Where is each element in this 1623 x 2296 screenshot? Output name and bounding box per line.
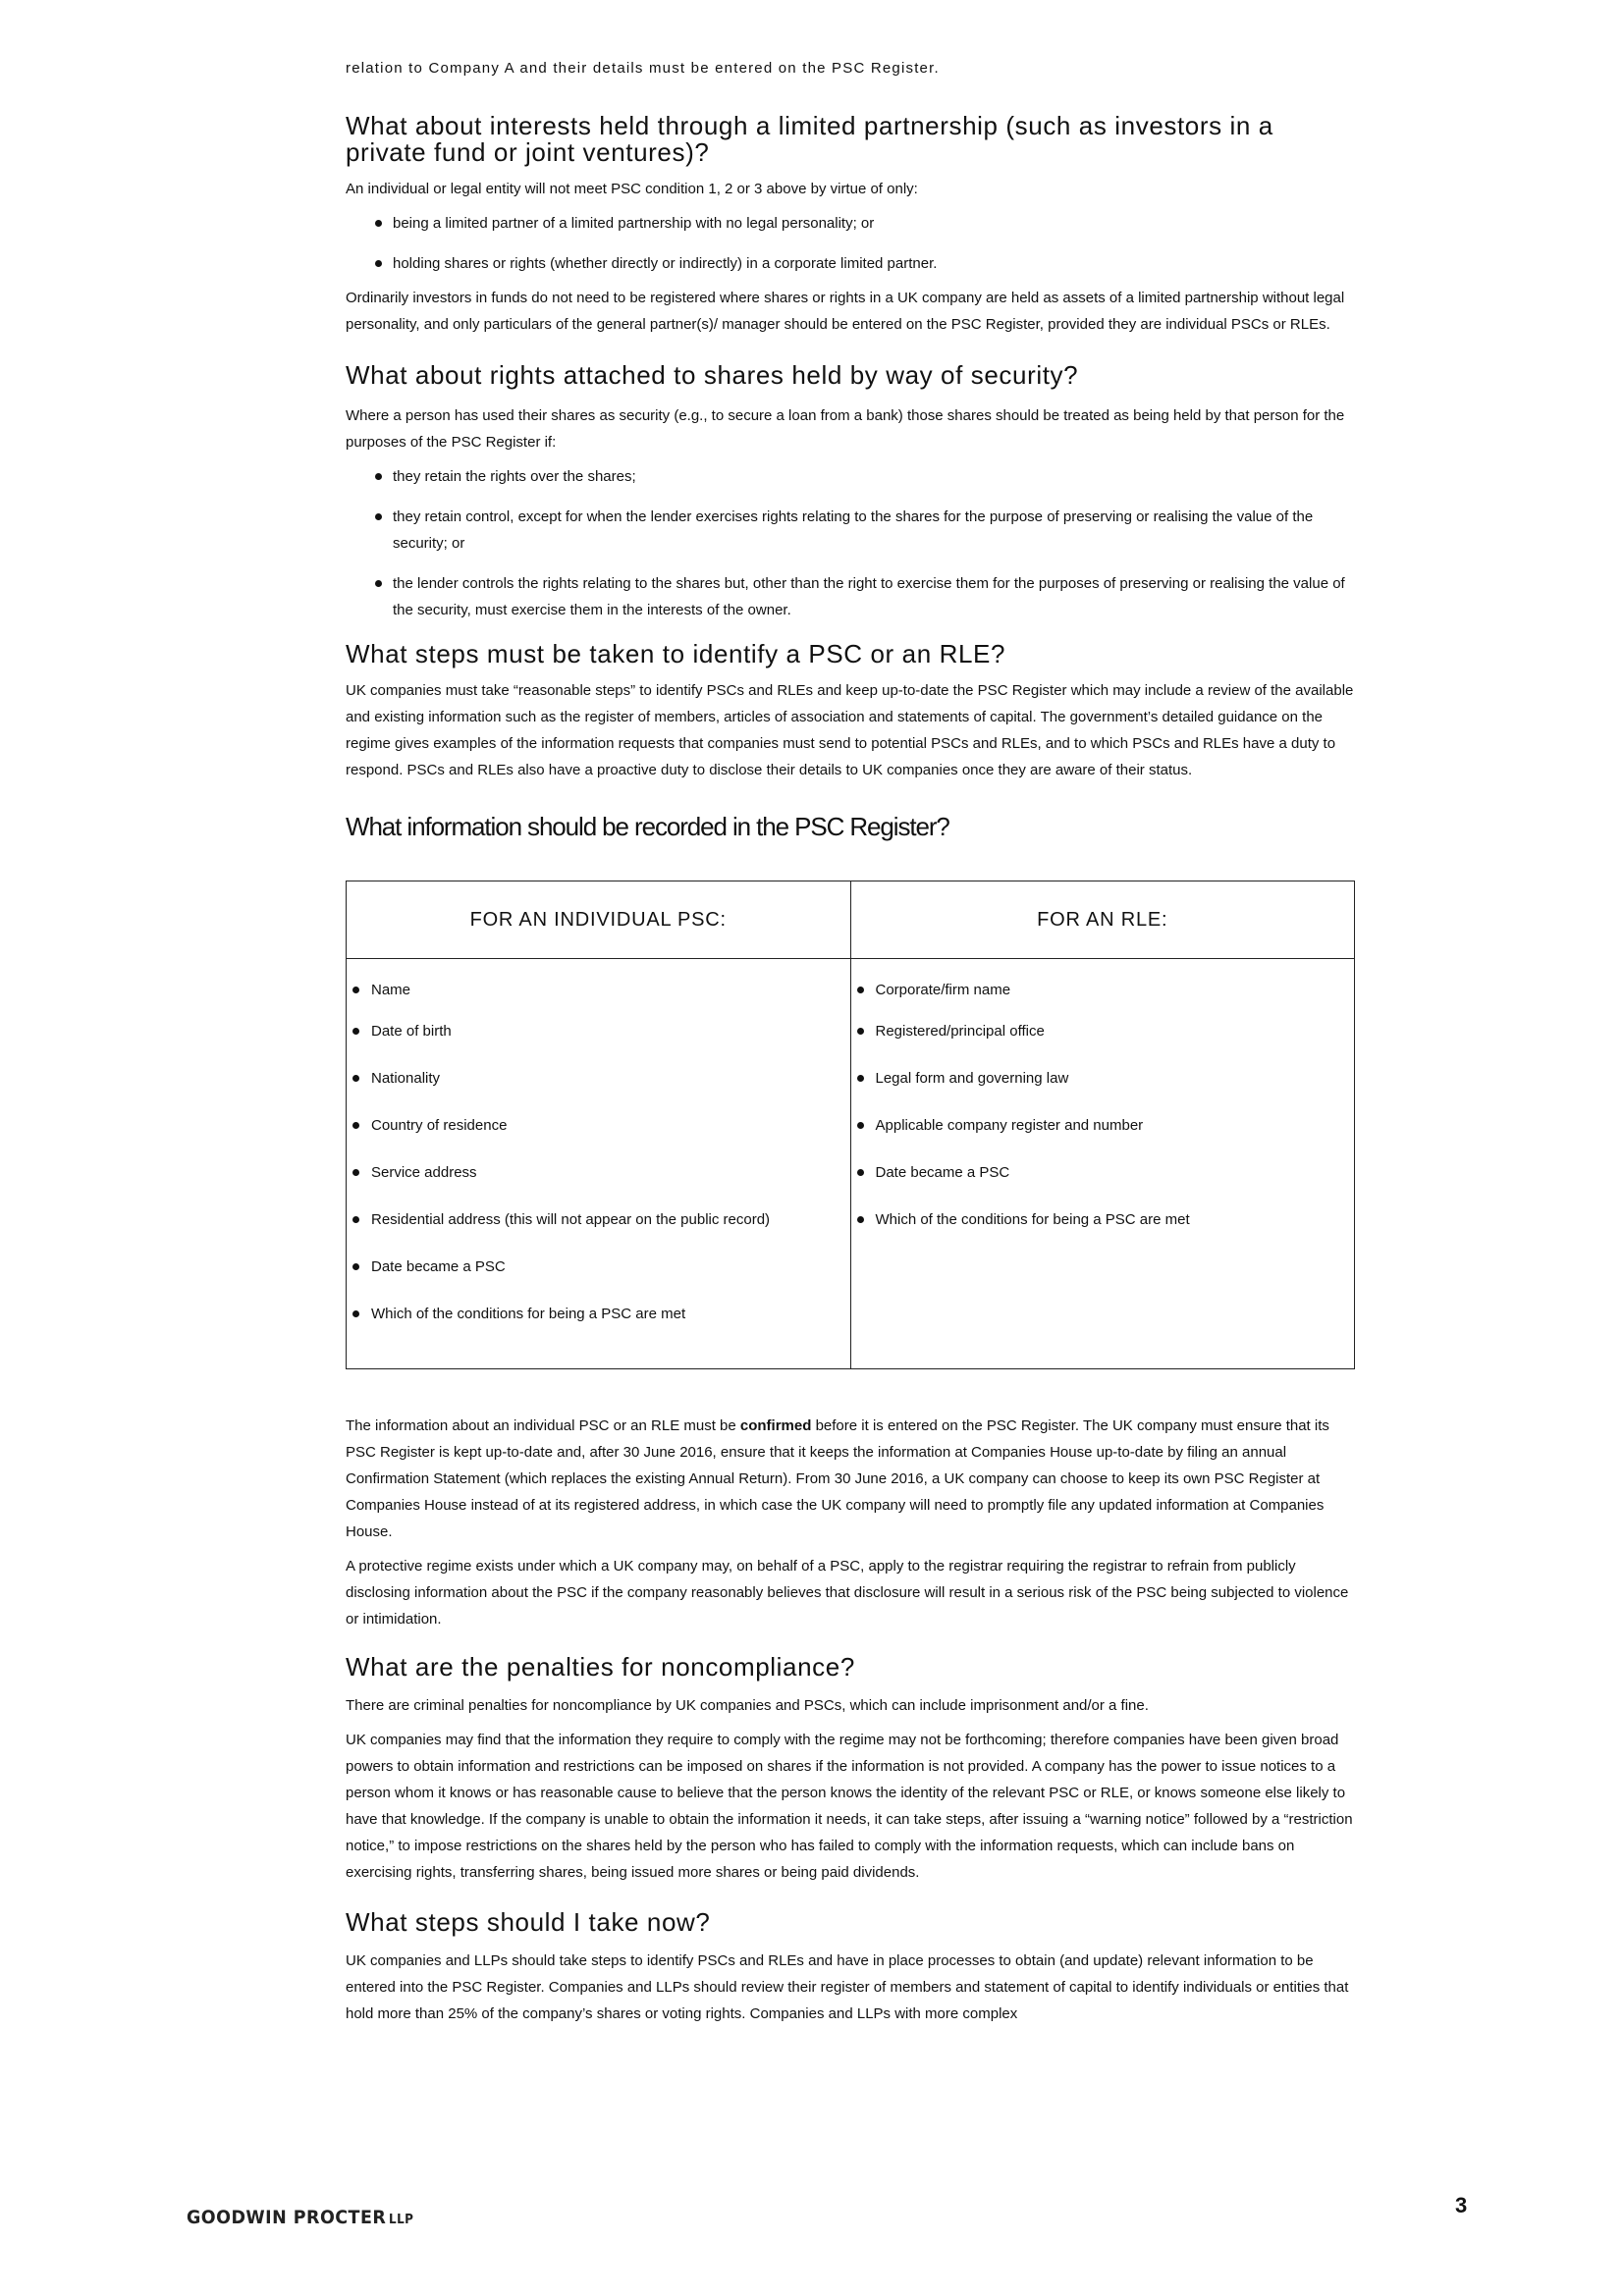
next-steps-paragraph: UK companies and LLPs should take steps to identify PSCs and RLEs and have in place processes to obtain (and update) relevant information to be entered into the PSC Register. Companies and LLPs should review their register of members and statement of capital to identify individuals or entities that hold more than 25% of the company’s shares or voting rights. Companies and LLPs with more complex	[346, 1952, 1349, 2022]
info-paragraph-1	[346, 1413, 1355, 1545]
info-paragraph-2: A protective regime exists under which a UK company may, on behalf of a PSC, apply to the registrar requiring the registrar to refrain from publicly disclosing information about the PSC if the company reasonably believes that disclosure will result in a serious risk of the PSC being subjected to violence or intimidation.	[346, 1558, 1349, 1628]
penalties-paragraph-2: UK companies may find that the information they require to comply with the regime may not be forthcoming; therefore companies have been given broad powers to obtain information and restrictions can be imposed on shares if the information is not provided. A company has the power to issue notices to a person whom it knows or has reasonable cause to believe that the person knows the identity of the relevant PSC or RLE, or knows someone else likely to have that knowledge. If the company is unable to obtain the information it needs, it can take steps, after issuing a “warning notice” followed by a “restriction notice,” to impose restrictions on the shares held by the person who has failed to comply with the information requests, which can include bans on exercising rights, transferring shares, being issued more shares or being paid dividends.	[346, 1732, 1353, 1881]
info-paragraph-1-start: The information about an individual PSC or an RLE must be	[346, 1417, 740, 1434]
document-body	[346, 55, 1355, 2027]
list-item: Corporate/firm name	[851, 981, 1355, 1000]
list-item: Which of the conditions for being a PSC are met	[851, 1210, 1355, 1230]
firm-suffix: LLP	[389, 2213, 414, 2227]
lp-paragraph: Ordinarily investors in funds do not need to be registered where shares or rights in a UK company are held as assets of a limited partnership without legal personality, and only particulars of the general partner(s)/ manager should be entered on the PSC Register, provided they are individual PSCs or RLEs.	[346, 290, 1345, 333]
lp-intro: An individual or legal entity will not meet PSC condition 1, 2 or 3 above by virtue of only:	[346, 181, 918, 197]
table-header-rle: FOR AN RLE:	[850, 881, 1355, 959]
heading-information: What information should be recorded in the PSC Register?	[346, 812, 949, 841]
list-item: they retain the rights over the shares;	[346, 463, 1355, 490]
lp-bullet-list	[346, 210, 1355, 277]
list-item: Name	[347, 981, 850, 1000]
penalties-paragraph-1: There are criminal penalties for noncompliance by UK companies and PSCs, which can include imprisonment and/or a fine.	[346, 1697, 1149, 1714]
rle-cell	[850, 959, 1355, 1369]
list-item: Legal form and governing law	[851, 1069, 1355, 1089]
table-header-individual: FOR AN INDIVIDUAL PSC:	[347, 881, 851, 959]
heading-steps-identify: What steps must be taken to identify a PSC or an RLE?	[346, 639, 1006, 668]
psc-register-table	[346, 881, 1355, 1369]
list-item: Residential address (this will not appear on the public record)	[347, 1210, 850, 1230]
list-item: the lender controls the rights relating to the shares but, other than the right to exercise them for the purposes of preserving or realising the value of the security, must exercise them in the interests of the owner.	[346, 570, 1355, 623]
firm-name: GOODWIN PROCTER	[187, 2207, 387, 2228]
list-item: Applicable company register and number	[851, 1116, 1355, 1136]
list-item: they retain control, except for when the lender exercises rights relating to the shares for the purpose of preserving or realising the value of the security; or	[346, 504, 1355, 557]
list-item: Country of residence	[347, 1116, 850, 1136]
list-item: being a limited partner of a limited partnership with no legal personality; or	[346, 210, 1355, 237]
intro-fragment: relation to Company A and their details must be entered on the PSC Register.	[346, 60, 940, 77]
table-header-row	[347, 881, 1355, 959]
page-number: 3	[1455, 2193, 1468, 2217]
list-item: Service address	[347, 1163, 850, 1183]
list-item: Registered/principal office	[851, 1022, 1355, 1041]
list-item: Nationality	[347, 1069, 850, 1089]
rle-list	[851, 981, 1355, 1230]
security-bullet-list	[346, 463, 1355, 623]
info-paragraph-1-bold: confirmed	[739, 1417, 812, 1434]
heading-penalties: What are the penalties for noncompliance?	[346, 1652, 855, 1682]
firm-logo	[187, 2207, 413, 2228]
list-item: Date became a PSC	[347, 1257, 850, 1277]
heading-security: What about rights attached to shares held by way of security?	[346, 360, 1079, 390]
list-item: Date became a PSC	[851, 1163, 1355, 1183]
heading-next-steps: What steps should I take now?	[346, 1907, 711, 1937]
list-item: Which of the conditions for being a PSC are met	[347, 1305, 850, 1324]
table-row	[347, 959, 1355, 1369]
individual-psc-list	[347, 981, 850, 1324]
heading-limited-partnership: What about interests held through a limited partnership (such as investors in a private fund or joint ventures)?	[346, 111, 1273, 167]
info-paragraph-1-end: before it is entered on the PSC Register. The UK company must ensure that its PSC Register is kept up-to-date and, after 30 June 2016, ensure that it keeps the information at Companies House up-to-date by filing an annual Confirmation Statement (which replaces the existing Annual Return). From 30 June 2016, a UK company can choose to keep its own PSC Register at Companies House instead of at its registered address, in which case the UK company will need to promptly file any updated information at Companies House.	[346, 1417, 1329, 1540]
steps-identify-paragraph: UK companies must take “reasonable steps” to identify PSCs and RLEs and keep up-to-date the PSC Register which may include a review of the available and existing information such as the register of members, articles of association and statements of capital. The government’s detailed guidance on the regime gives examples of the information requests that companies must send to potential PSCs and RLEs, and to which PSCs and RLEs have a duty to respond. PSCs and RLEs also have a proactive duty to disclose their details to UK companies once they are aware of their status.	[346, 682, 1354, 778]
list-item: holding shares or rights (whether directly or indirectly) in a corporate limited partner.	[346, 250, 1355, 277]
individual-psc-cell	[347, 959, 851, 1369]
security-intro: Where a person has used their shares as security (e.g., to secure a loan from a bank) those shares should be treated as being held by that person for the purposes of the PSC Register if:	[346, 407, 1345, 451]
list-item: Date of birth	[347, 1022, 850, 1041]
